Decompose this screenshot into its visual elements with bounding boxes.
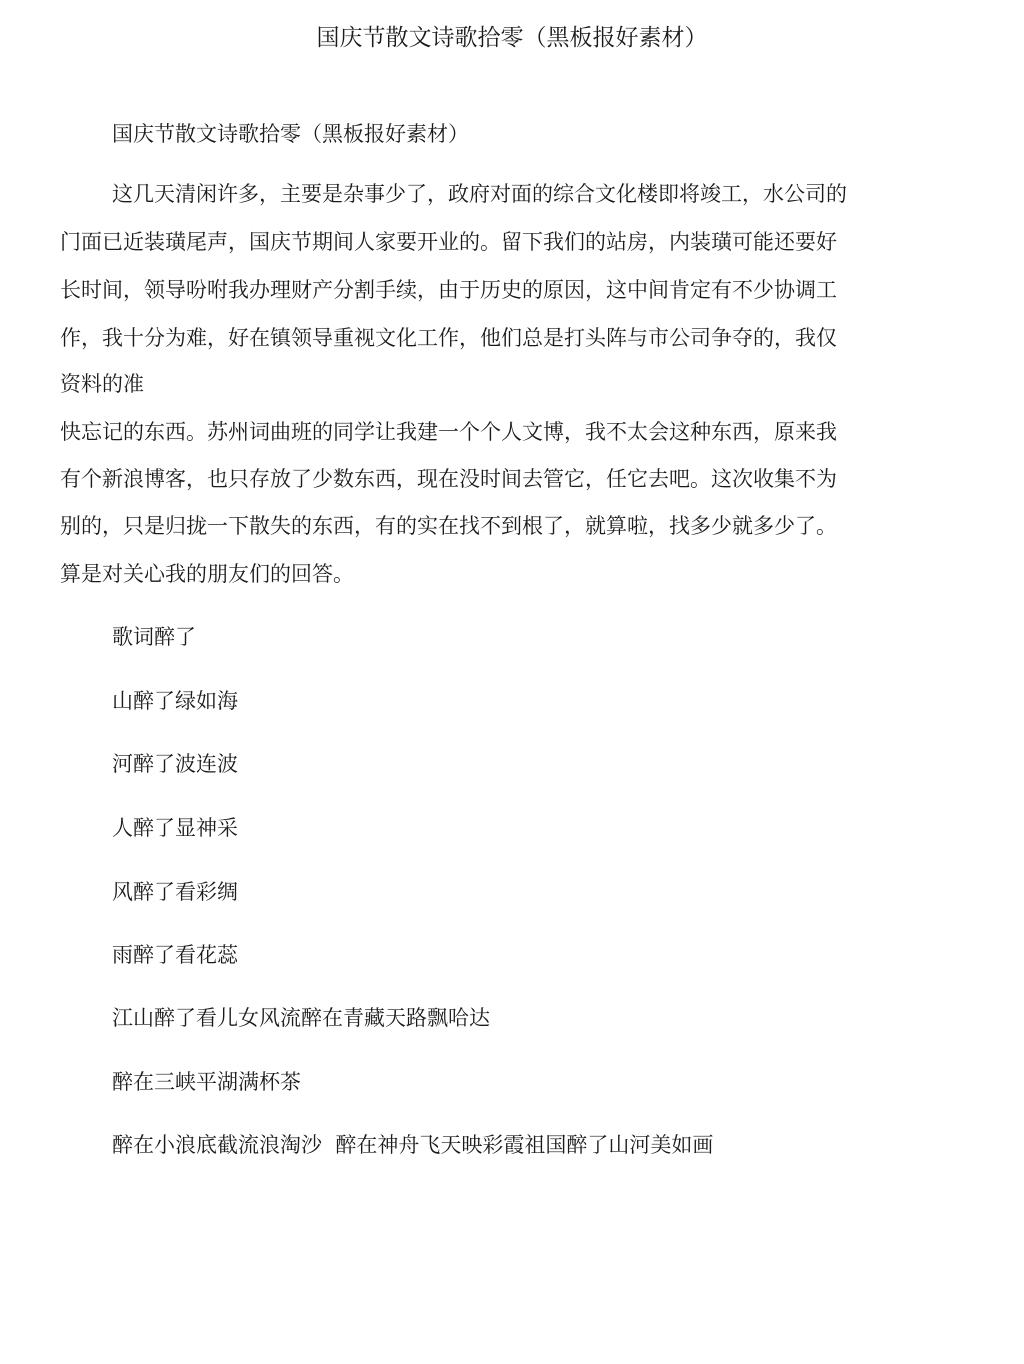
- poem-line: 风醉了看彩绸: [112, 880, 238, 904]
- paragraph-line: 有个新浪博客，也只存放了少数东西，现在没时间去管它，任它去吧。这次收集不为: [60, 467, 837, 491]
- paragraph-line: 长时间，领导吩咐我办理财产分割手续，由于历史的原因，这中间肯定有不少协调工: [60, 278, 837, 302]
- document-title: 国庆节散文诗歌拾零（黑板报好素材）: [316, 25, 708, 51]
- section-title: 国庆节散文诗歌拾零（黑板报好素材）: [112, 122, 469, 146]
- paragraph-line: 快忘记的东西。苏州词曲班的同学让我建一个个人文博，我不太会这种东西，原来我: [60, 420, 837, 444]
- poem-line: 雨醉了看花蕊: [112, 943, 238, 967]
- paragraph-line: 门面已近装璜尾声，国庆节期间人家要开业的。留下我们的站房，内装璜可能还要好: [60, 230, 837, 254]
- paragraph-line: 资料的准: [60, 372, 144, 396]
- poem-line: 河醉了波连波: [112, 752, 238, 776]
- poem-line: 醉在三峡平湖满杯茶: [112, 1070, 301, 1094]
- paragraph-line: 算是对关心我的朋友们的回答。: [60, 562, 354, 586]
- poem-line: 江山醉了看儿女风流醉在青藏天路飘哈达: [112, 1006, 490, 1030]
- poem-line: 歌词醉了: [112, 625, 196, 649]
- poem-line: 人醉了显神采: [112, 816, 238, 840]
- poem-line: 醉在小浪底截流浪淘沙 醉在神舟飞天映彩霞祖国醉了山河美如画: [112, 1133, 714, 1157]
- paragraph-line: 作，我十分为难，好在镇领导重视文化工作，他们总是打头阵与市公司争夺的，我仅: [60, 326, 837, 350]
- poem-line: 山醉了绿如海: [112, 689, 238, 713]
- paragraph-line: 这几天清闲许多，主要是杂事少了，政府对面的综合文化楼即将竣工，水公司的: [112, 182, 847, 206]
- paragraph-line: 别的，只是归拢一下散失的东西，有的实在找不到根了，就算啦，找多少就多少了。: [60, 514, 837, 538]
